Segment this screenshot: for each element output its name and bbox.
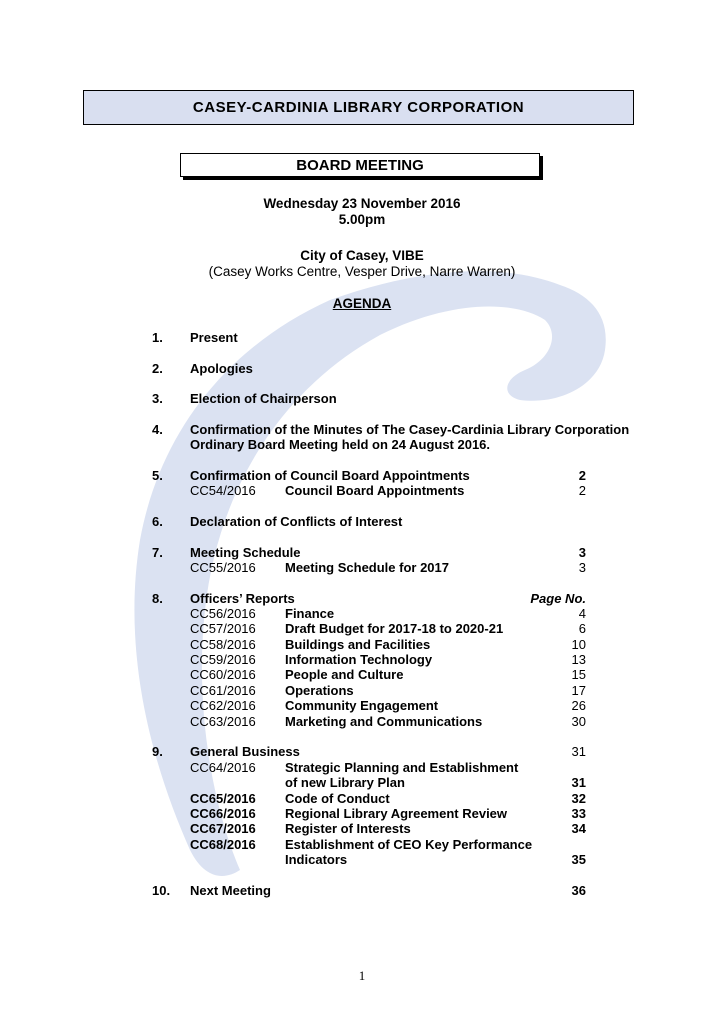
item-title-line2: Ordinary Board Meeting held on 24 August 2016. — [190, 437, 491, 452]
report-title: Council Board Appointments — [285, 483, 465, 498]
report-code: CC54/2016 — [190, 483, 256, 498]
item-page: 2 — [578, 468, 586, 483]
item-number: 4. — [152, 422, 163, 437]
report-page: 6 — [578, 621, 586, 636]
report-code: CC56/2016 — [190, 606, 256, 621]
report-code: CC66/2016 — [190, 806, 256, 821]
meeting-date: Wednesday 23 November 2016 — [263, 196, 461, 211]
item-page: 36 — [571, 883, 586, 898]
report-code: CC64/2016 — [190, 760, 256, 775]
report-title: Establishment of CEO Key Performance — [285, 837, 533, 852]
report-page: 10 — [571, 637, 586, 652]
report-title: People and Culture — [285, 667, 404, 682]
report-code: CC58/2016 — [190, 637, 256, 652]
item-page: 31 — [571, 744, 586, 759]
item-number: 8. — [152, 591, 163, 606]
item-number: 2. — [152, 361, 163, 376]
board-meeting-box — [180, 153, 540, 177]
report-title-line2: Indicators — [285, 852, 348, 867]
item-page: 3 — [578, 545, 586, 560]
report-title-line2: of new Library Plan — [285, 775, 405, 790]
report-code: CC60/2016 — [190, 667, 256, 682]
report-code: CC68/2016 — [190, 837, 256, 852]
report-code: CC62/2016 — [190, 698, 256, 713]
item-number: 5. — [152, 468, 163, 483]
meeting-title: BOARD MEETING — [296, 156, 424, 174]
item-number: 10. — [152, 883, 171, 898]
report-page: 4 — [578, 606, 586, 621]
report-title: Finance — [285, 606, 335, 621]
report-title: Regional Library Agreement Review — [285, 806, 508, 821]
report-code: CC59/2016 — [190, 652, 256, 667]
item-title: Declaration of Conflicts of Interest — [190, 514, 403, 529]
org-title: CASEY-CARDINIA LIBRARY CORPORATION — [192, 99, 525, 116]
report-page: 13 — [571, 652, 586, 667]
item-number: 6. — [152, 514, 163, 529]
report-title: Strategic Planning and Establishment — [285, 760, 519, 775]
report-title: Buildings and Facilities — [285, 637, 431, 652]
report-page: 34 — [571, 821, 586, 836]
report-title: Meeting Schedule for 2017 — [285, 560, 449, 575]
report-code: CC67/2016 — [190, 821, 256, 836]
item-title: General Business — [190, 744, 300, 759]
report-title: Operations — [285, 683, 354, 698]
report-page: 35 — [571, 852, 586, 867]
header-banner — [83, 90, 634, 125]
report-page: 17 — [571, 683, 586, 698]
page-number: 1 — [358, 968, 366, 983]
report-title: Code of Conduct — [285, 791, 390, 806]
report-title: Information Technology — [285, 652, 433, 667]
item-title: Officers’ Reports — [190, 591, 295, 606]
item-title: Next Meeting — [190, 883, 271, 898]
item-title: Meeting Schedule — [190, 545, 301, 560]
agenda-heading: AGENDA — [332, 296, 392, 311]
report-page: 30 — [571, 714, 586, 729]
report-title: Register of Interests — [285, 821, 411, 836]
report-page: 31 — [571, 775, 586, 790]
report-code: CC61/2016 — [190, 683, 256, 698]
item-title: Present — [190, 330, 238, 345]
report-page: 26 — [571, 698, 586, 713]
report-code: CC65/2016 — [190, 791, 256, 806]
item-title: Confirmation of Council Board Appointments — [190, 468, 470, 483]
report-code: CC63/2016 — [190, 714, 256, 729]
report-title: Community Engagement — [285, 698, 439, 713]
report-code: CC57/2016 — [190, 621, 256, 636]
report-title: Draft Budget for 2017-18 to 2020-21 — [285, 621, 504, 636]
page-no-heading: Page No. — [530, 591, 586, 606]
meeting-venue: City of Casey, VIBE — [300, 248, 424, 263]
item-title: Election of Chairperson — [190, 391, 337, 406]
item-title: Apologies — [190, 361, 253, 376]
meeting-address: (Casey Works Centre, Vesper Drive, Narre Warren) — [208, 264, 516, 279]
item-number: 9. — [152, 744, 163, 759]
item-title-line1: Confirmation of the Minutes of The Casey-Cardinia Library Corporation — [190, 422, 630, 437]
report-page: 3 — [578, 560, 586, 575]
item-number: 7. — [152, 545, 163, 560]
meeting-time: 5.00pm — [338, 212, 386, 227]
report-page: 32 — [571, 791, 586, 806]
report-code: CC55/2016 — [190, 560, 256, 575]
item-number: 1. — [152, 330, 163, 345]
report-title: Marketing and Communications — [285, 714, 483, 729]
item-number: 3. — [152, 391, 163, 406]
report-page: 2 — [578, 483, 586, 498]
report-page: 33 — [571, 806, 586, 821]
report-page: 15 — [571, 667, 586, 682]
